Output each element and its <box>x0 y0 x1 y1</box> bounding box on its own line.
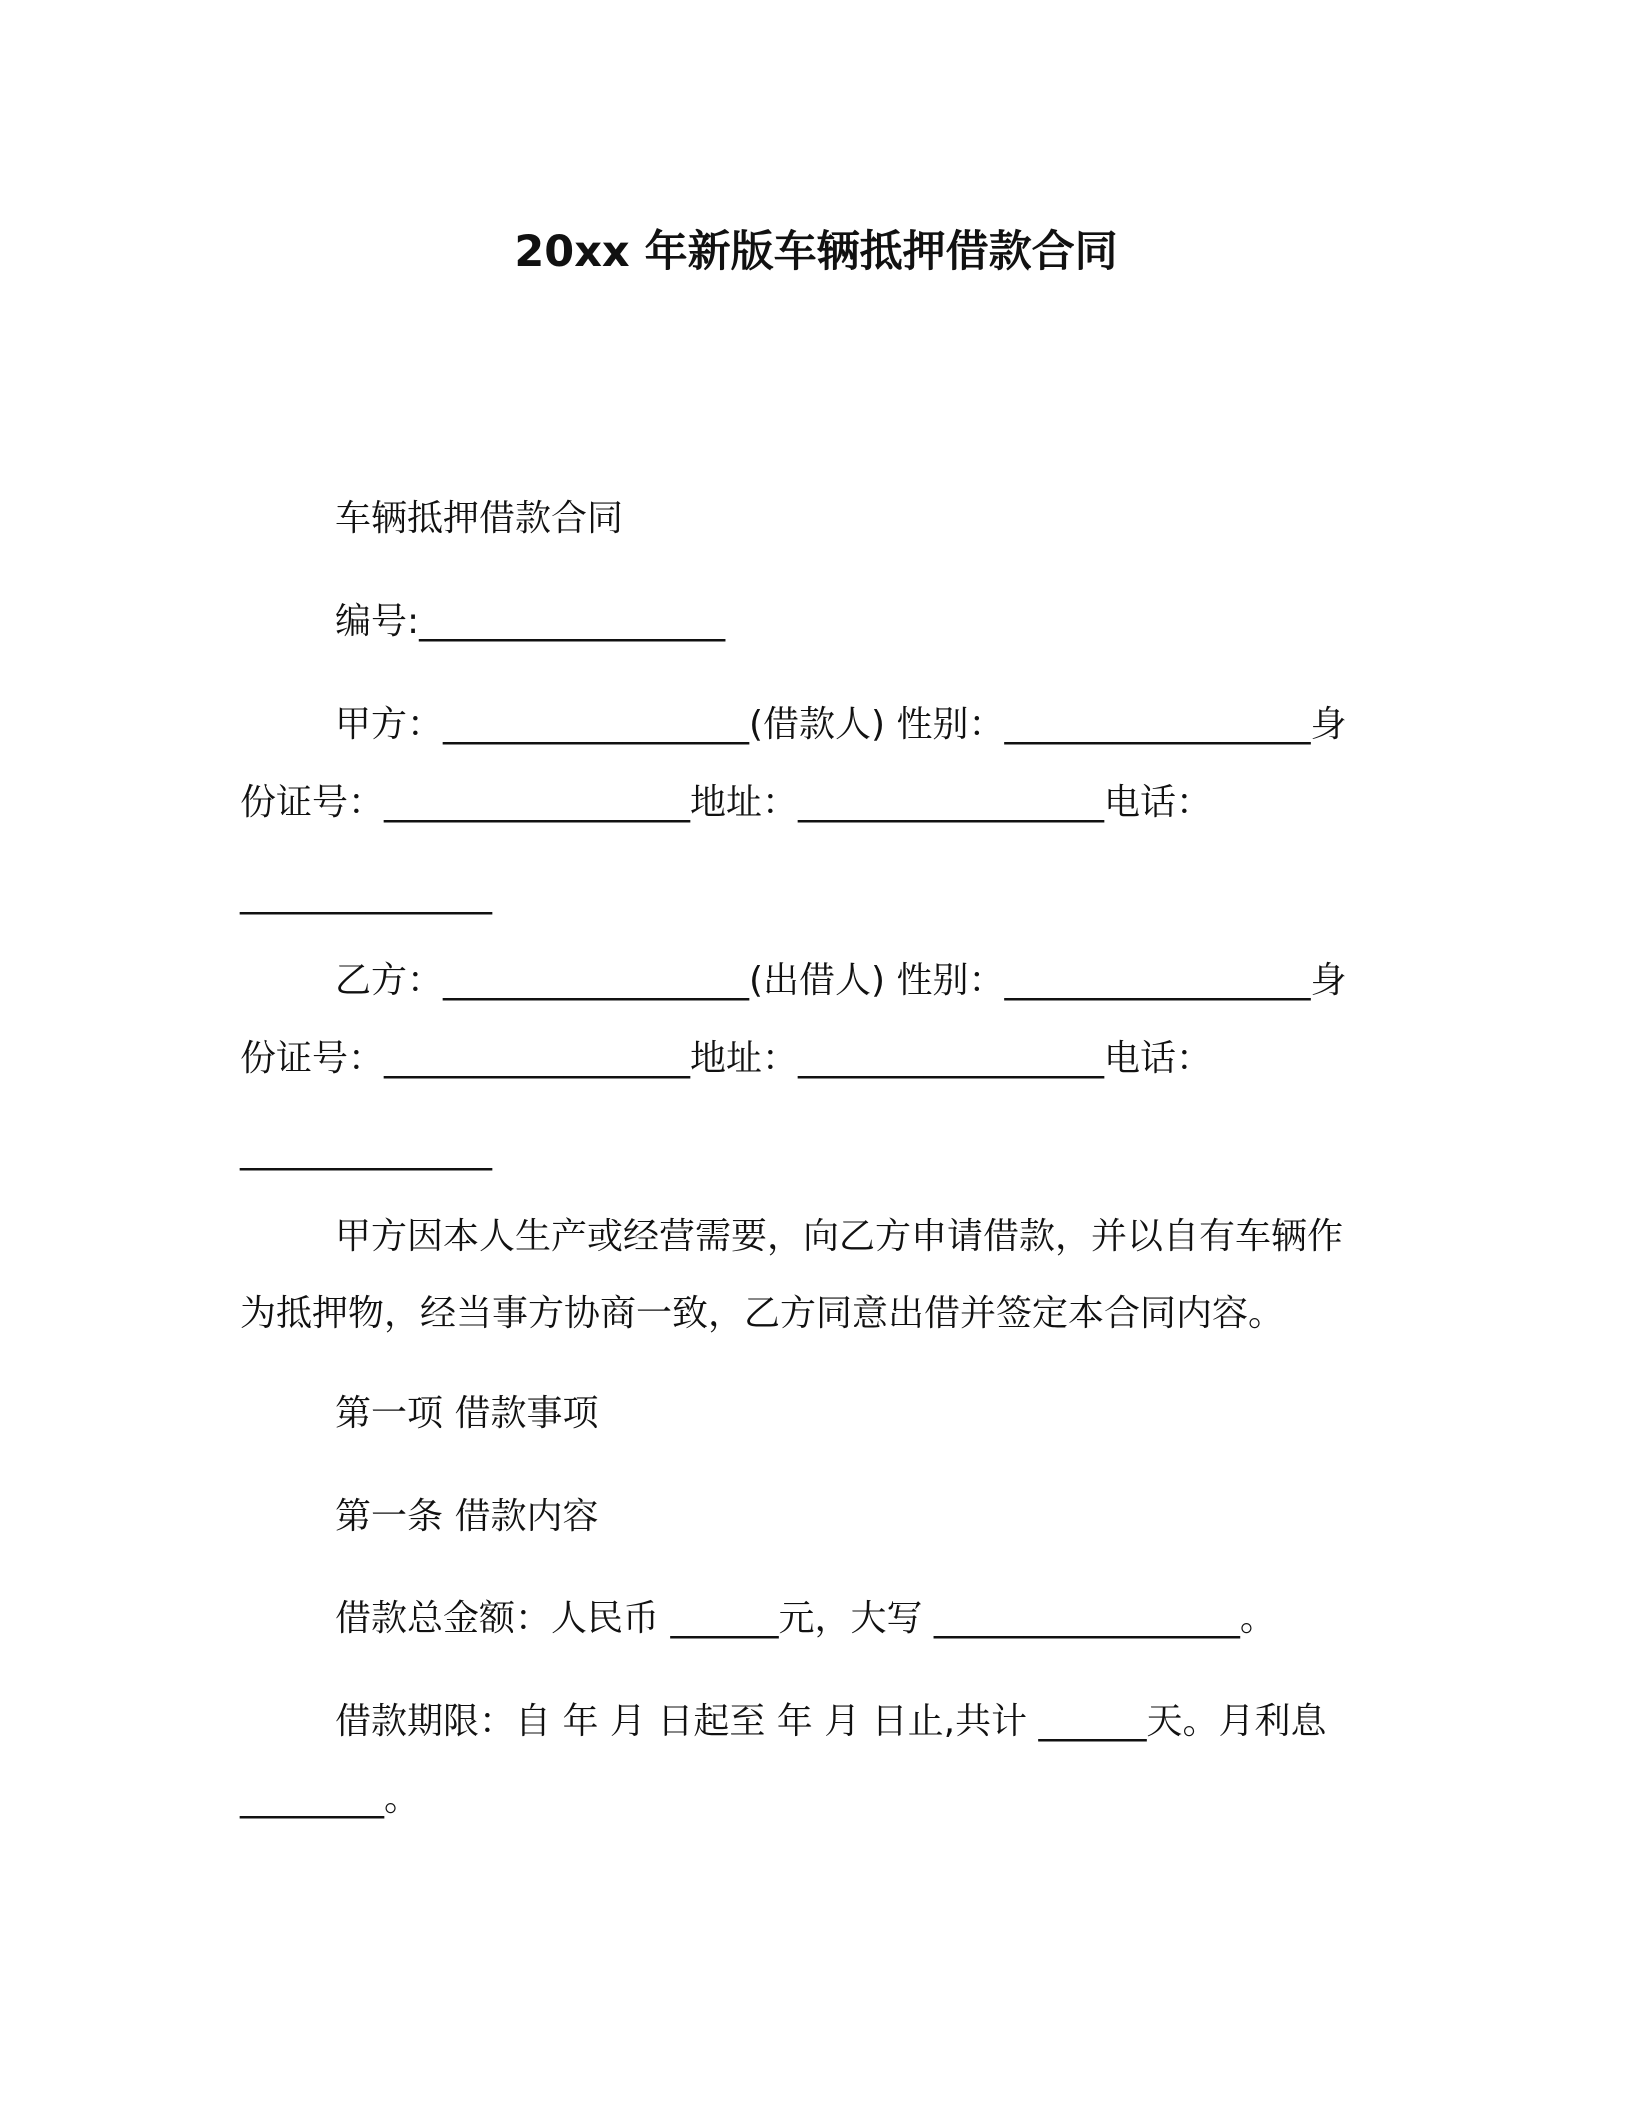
party-a-line-2: 份证号：_________________地址：_________________电话： <box>240 782 1213 823</box>
contract-number-line: 编号:_________________ <box>335 601 726 642</box>
party-b-line-3: ______________ <box>240 1130 492 1171</box>
loan-term-line-1: 借款期限：自 年 月 日起至 年 月 日止,共计 ______天。月利息 <box>335 1701 1327 1742</box>
party-a-line-3: ______________ <box>240 874 492 915</box>
document-title: 20xx 年新版车辆抵押借款合同 <box>514 227 1118 277</box>
loan-amount-line: 借款总金额：人民币 ______元，大写 _________________。 <box>335 1598 1276 1639</box>
party-b-line-1: 乙方：_________________(出借人) 性别：_________________身 <box>335 960 1347 1001</box>
section-heading: 第一项 借款事项 <box>335 1393 599 1434</box>
preamble-line-1: 甲方因本人生产或经营需要，向乙方申请借款，并以自有车辆作 <box>335 1216 1344 1257</box>
contract-heading: 车辆抵押借款合同 <box>335 498 624 539</box>
preamble-line-2: 为抵押物，经当事方协商一致，乙方同意出借并签定本合同内容。 <box>240 1293 1285 1334</box>
loan-term-line-2: ________。 <box>240 1778 421 1819</box>
party-b-line-2: 份证号：_________________地址：_________________电话： <box>240 1038 1213 1079</box>
party-a-line-1: 甲方：_________________(借款人) 性别：_________________身 <box>335 704 1347 745</box>
article-heading: 第一条 借款内容 <box>335 1496 599 1537</box>
